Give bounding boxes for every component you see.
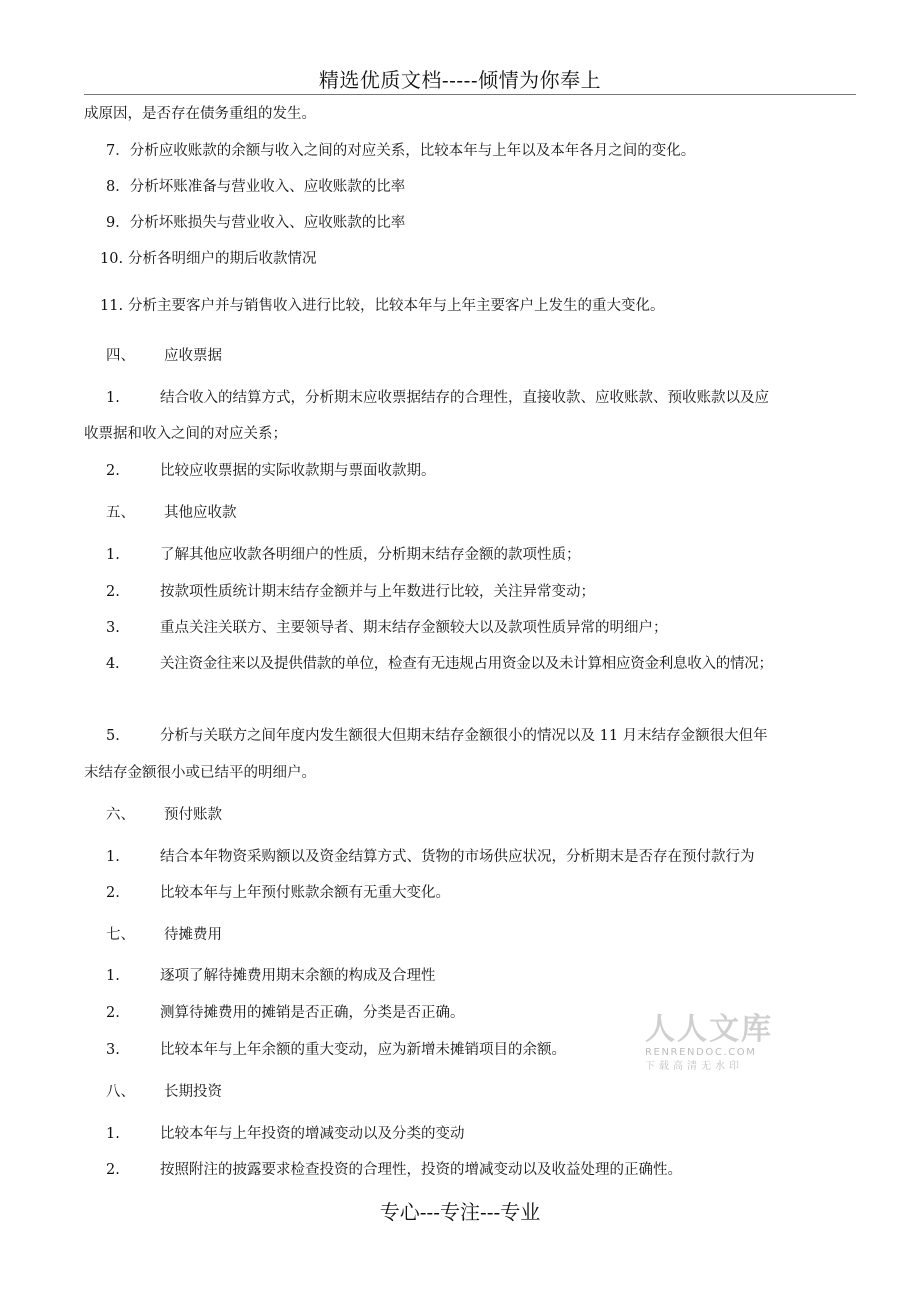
item-text: 按照附注的披露要求检查投资的合理性，投资的增减变动以及收益处理的正确性。	[160, 1162, 682, 1178]
watermark-brand: 人人文库	[645, 1012, 773, 1047]
watermark-logo	[645, 1014, 775, 1074]
item-number: 1.	[106, 390, 120, 406]
item-number: 2.	[106, 1005, 120, 1021]
section-number: 六、	[106, 807, 135, 823]
section-number: 七、	[106, 927, 135, 943]
item-text: 分析各明细户的期后收款情况	[128, 251, 317, 267]
item-text: 分析应收账款的余额与收入之间的对应关系，比较本年与上年以及本年各月之间的变化。	[129, 143, 696, 159]
list-item	[106, 1124, 465, 1144]
item-number: 8．	[106, 179, 130, 195]
list-item	[106, 966, 436, 986]
section-number: 五、	[106, 505, 135, 521]
item-text: 分析坏账损失与营业收入、应收账款的比率	[129, 215, 406, 231]
item-text: 结合收入的结算方式，分析期末应收票据结存的合理性，直接收款、应收账款、预收账款以及应	[160, 390, 769, 406]
item-text: 比较本年与上年预付账款余额有无重大变化。	[160, 885, 450, 901]
list-item	[106, 141, 695, 161]
item-text: 逐项了解待摊费用期末余额的构成及合理性	[160, 968, 436, 984]
item-number: 2.	[106, 584, 120, 600]
item-number: 10.	[100, 251, 124, 267]
item-continuation: 收票据和收入之间的对应关系；	[84, 426, 287, 442]
footer-text: 专心---专注---专业	[379, 1200, 541, 1224]
item-text: 分析与关联方之间年度内发生额很大但期末结存金额很小的情况以及 11 月末结存金额很大但年	[160, 728, 768, 744]
watermark-tagline: 下载高清无水印	[645, 1061, 743, 1072]
item-number: 3.	[106, 620, 120, 636]
list-item	[106, 618, 668, 638]
item-number: 1.	[106, 547, 120, 563]
item-text: 比较本年与上年余额的重大变动，应为新增未摊销项目的余额。	[160, 1042, 566, 1058]
header-rule	[84, 94, 856, 95]
list-item	[106, 847, 755, 867]
item-number: 5.	[106, 728, 120, 744]
list-item	[106, 1040, 566, 1060]
item-number: 1.	[106, 968, 120, 984]
list-item	[106, 582, 595, 602]
item-text: 分析主要客户并与销售收入进行比较，比较本年与上年主要客户上发生的重大变化。	[128, 298, 665, 314]
list-item	[106, 388, 769, 408]
item-text: 按款项性质统计期末结存金额并与上年数进行比较，关注异常变动；	[160, 584, 595, 600]
item-number: 11.	[100, 298, 124, 314]
list-item	[106, 1160, 682, 1180]
item-text: 分析坏账准备与营业收入、应收账款的比率	[129, 179, 406, 195]
section-title: 应收票据	[164, 348, 222, 364]
item-text: 测算待摊费用的摊销是否正确，分类是否正确。	[160, 1005, 465, 1021]
item-number: 1.	[106, 1126, 120, 1142]
item-text: 重点关注关联方、主要领导者、期末结存金额较大以及款项性质异常的明细户；	[160, 620, 668, 636]
item-text: 结合本年物资采购额以及资金结算方式、货物的市场供应状况，分析期末是否存在预付款行为	[160, 849, 755, 865]
section-title: 其他应收款	[164, 505, 237, 521]
watermark-domain: RENRENDOC.COM	[645, 1047, 757, 1058]
list-item	[106, 883, 450, 903]
item-number: 9．	[106, 215, 130, 231]
item-number: 2.	[106, 1162, 120, 1178]
list-item	[106, 726, 768, 746]
list-item	[106, 461, 436, 481]
list-item	[106, 654, 773, 674]
list-item	[100, 249, 317, 269]
item-number: 3.	[106, 1042, 120, 1058]
section-number: 八、	[106, 1084, 135, 1100]
list-item	[100, 296, 665, 316]
item-text: 关注资金往来以及提供借款的单位，检查有无违规占用资金以及未计算相应资金利息收入的情况；	[160, 656, 773, 672]
item-number: 7．	[106, 143, 130, 159]
item-number: 2.	[106, 885, 120, 901]
section-title: 预付账款	[164, 807, 222, 823]
item-text: 比较应收票据的实际收款期与票面收款期。	[160, 463, 436, 479]
item-continuation: 末结存金额很小或已结平的明细户。	[84, 765, 316, 781]
item-number: 1.	[106, 849, 120, 865]
item-text: 比较本年与上年投资的增减变动以及分类的变动	[160, 1126, 465, 1142]
header-title: 精选优质文档-----倾情为你奉上	[318, 68, 602, 92]
section-title: 长期投资	[164, 1084, 222, 1100]
list-item	[106, 545, 581, 565]
section-number: 四、	[106, 348, 135, 364]
list-item	[106, 1003, 465, 1023]
item-number: 2.	[106, 463, 120, 479]
paragraph-continuation: 成原因，是否存在债务重组的发生。	[84, 106, 316, 122]
item-text: 了解其他应收款各明细户的性质，分析期末结存金额的款项性质；	[160, 547, 581, 563]
list-item	[106, 213, 405, 233]
list-item	[106, 177, 405, 197]
item-number: 4.	[106, 656, 120, 672]
section-title: 待摊费用	[164, 927, 222, 943]
